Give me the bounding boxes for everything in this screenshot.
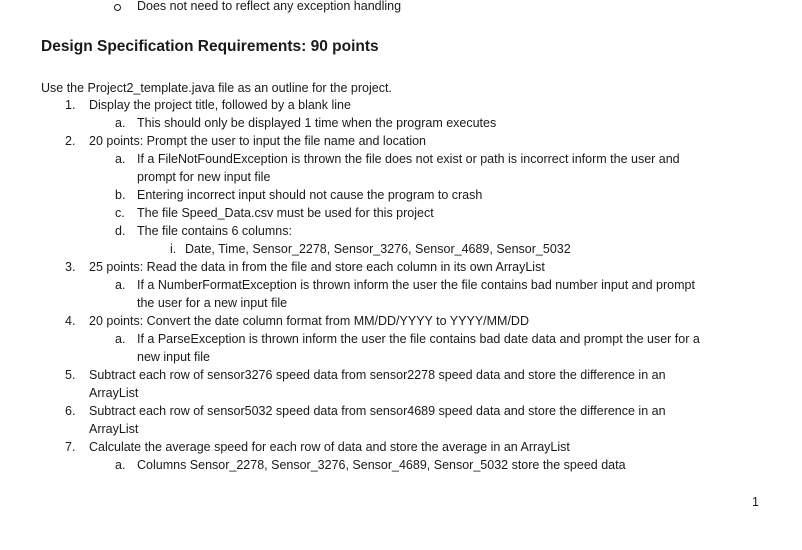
list-marker: a.	[115, 152, 126, 166]
list-item: 20 points: Convert the date column format from MM/DD/YYYY to YYYY/MM/DD	[89, 314, 529, 328]
list-item: If a FileNotFoundException is thrown the file does not exist or path is incorrect inform the user and	[137, 152, 680, 166]
list-marker: 3.	[65, 260, 76, 274]
list-marker: c.	[115, 206, 125, 220]
list-item: If a ParseException is thrown inform the user the file contains bad date data and prompt the user for a	[137, 332, 700, 346]
list-item: Entering incorrect input should not cause the program to crash	[137, 188, 483, 202]
list-item: The file contains 6 columns:	[137, 224, 292, 238]
list-item: Calculate the average speed for each row of data and store the average in an ArrayList	[89, 440, 570, 454]
list-item: This should only be displayed 1 time when the program executes	[137, 116, 497, 130]
list-marker: 4.	[65, 314, 76, 328]
list-marker: 7.	[65, 440, 76, 454]
intro-text: Use the Project2_template.java file as an outline for the project.	[41, 81, 392, 95]
list-marker: i.	[170, 242, 177, 256]
list-marker: a.	[115, 278, 126, 292]
list-item: If a NumberFormatException is thrown inform the user the file contains bad number input and prompt	[137, 278, 695, 292]
top-item-text: Does not need to reflect any exception handling	[137, 0, 402, 13]
list-item-continuation: ArrayList	[89, 422, 139, 436]
list-marker: 2.	[65, 134, 76, 148]
list-item: The file Speed_Data.csv must be used for this project	[137, 206, 434, 220]
list-marker: 1.	[65, 98, 76, 112]
list-item: 20 points: Prompt the user to input the file name and location	[89, 134, 427, 148]
list-marker: 5.	[65, 368, 76, 382]
list-item: Subtract each row of sensor3276 speed data from sensor2278 speed data and store the difference in an	[89, 368, 666, 382]
list-marker: a.	[115, 116, 126, 130]
page-number: 1	[752, 495, 759, 509]
list-marker: d.	[115, 224, 126, 238]
list-item: Display the project title, followed by a blank line	[89, 98, 351, 112]
section-heading: Design Specification Requirements: 90 points	[41, 38, 379, 55]
list-item-continuation: the user for a new input file	[137, 296, 288, 310]
list-item: Columns Sensor_2278, Sensor_3276, Sensor_4689, Sensor_5032 store the speed data	[137, 458, 626, 472]
list-item-continuation: ArrayList	[89, 386, 139, 400]
list-marker: 6.	[65, 404, 76, 418]
list-marker: a.	[115, 332, 126, 346]
list-item: 25 points: Read the data in from the file and store each column in its own ArrayList	[89, 260, 545, 274]
list-item: Date, Time, Sensor_2278, Sensor_3276, Sensor_4689, Sensor_5032	[185, 242, 571, 256]
list-marker: a.	[115, 458, 126, 472]
list-item-continuation: prompt for new input file	[137, 170, 271, 184]
list-item-continuation: new input file	[137, 350, 210, 364]
list-marker: b.	[115, 188, 126, 202]
circle-bullet-icon	[114, 4, 121, 11]
list-item: Subtract each row of sensor5032 speed data from sensor4689 speed data and store the difference in an	[89, 404, 666, 418]
